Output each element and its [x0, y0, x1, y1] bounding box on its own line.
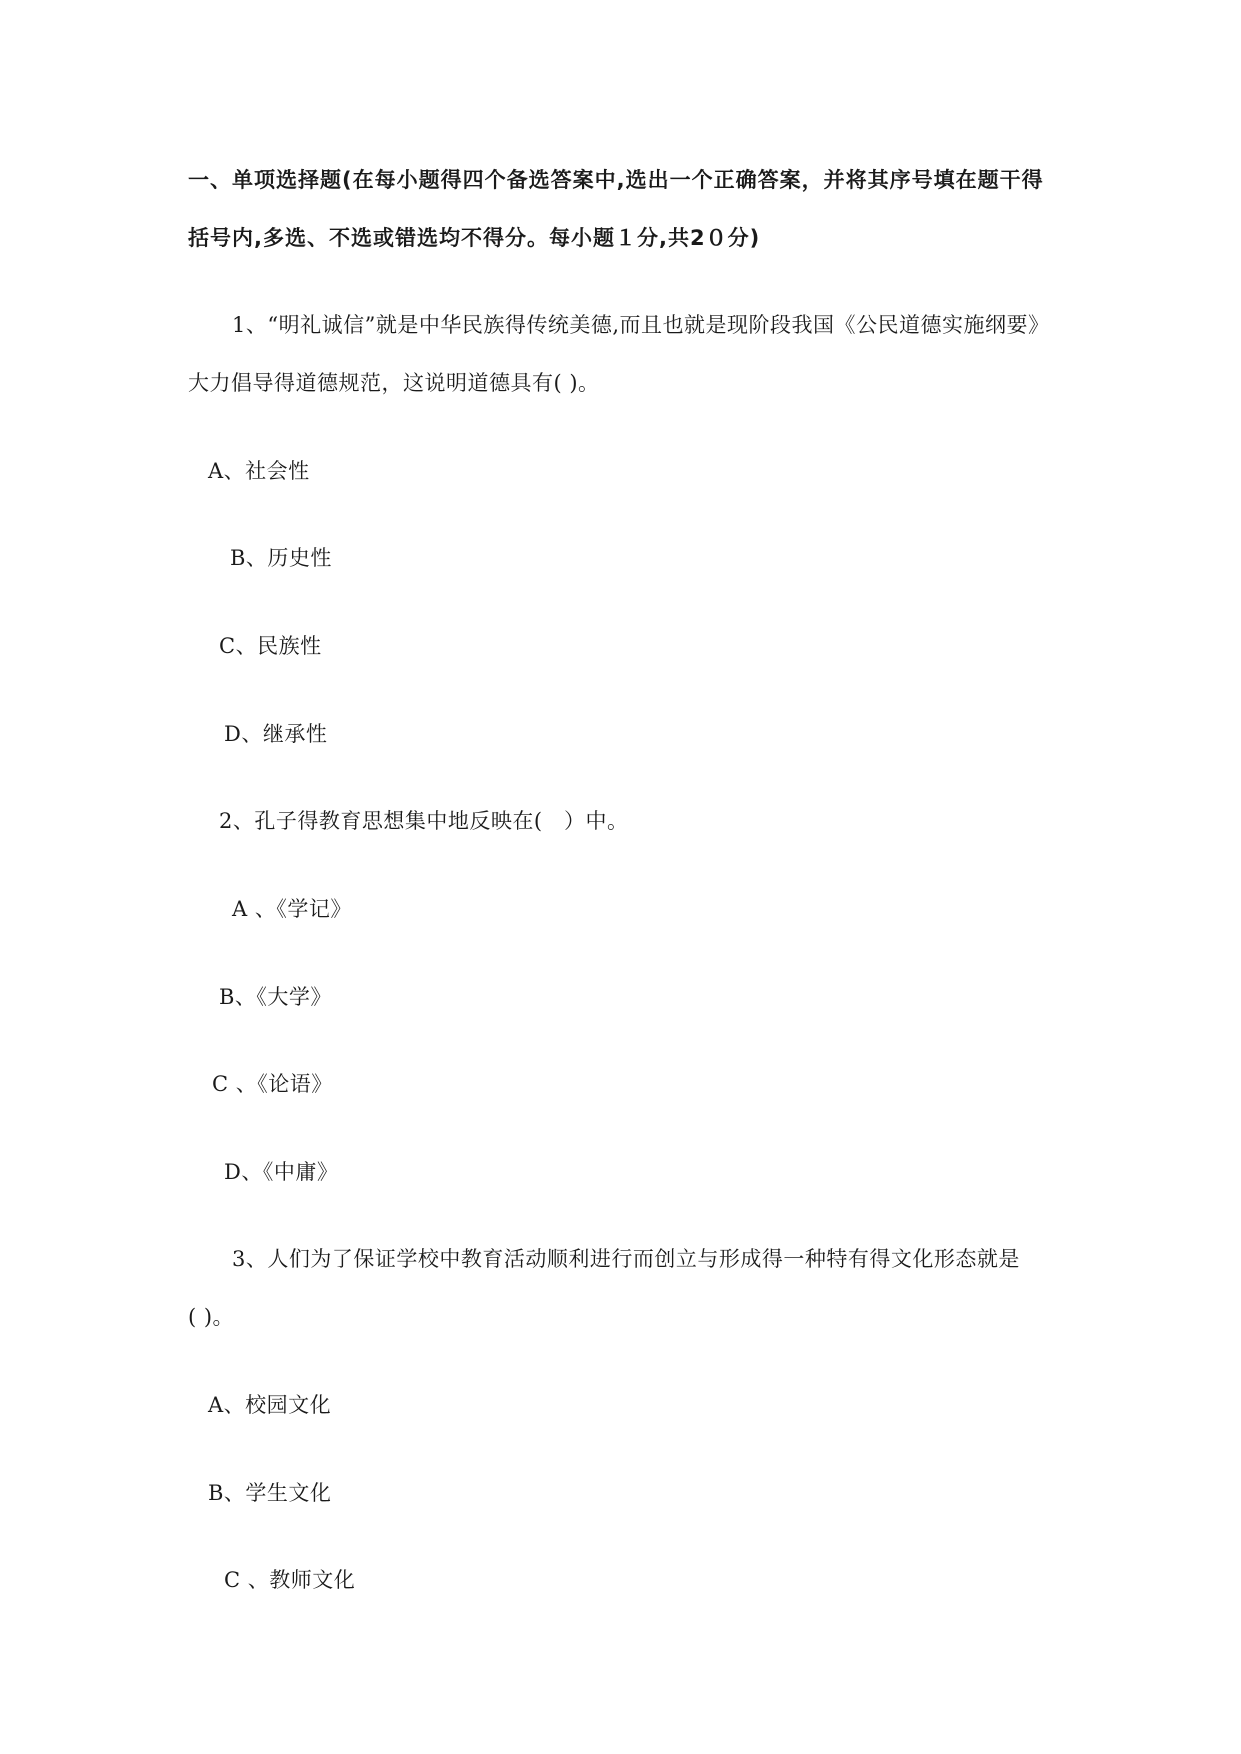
question-1-option-d: D、继承性: [224, 722, 328, 746]
question-2-option-b: B、《大学》: [219, 985, 332, 1009]
question-1-stem-line-2: 大力倡导得道德规范，这说明道德具有( )。: [188, 371, 600, 395]
section-heading-line-1: 一、单项选择题(在每小题得四个备选答案中,选出一个正确答案，并将其序号填在题干得: [188, 168, 1044, 192]
question-3-option-b: B、学生文化: [208, 1481, 332, 1505]
question-2-option-d: D、《中庸》: [224, 1160, 339, 1184]
question-3-stem-line-2: ( )。: [188, 1305, 235, 1329]
question-2-option-a: A 、《学记》: [232, 897, 352, 921]
question-1-option-c: C、民族性: [219, 634, 322, 658]
question-1-stem-line-1: 1、“明礼诚信”就是中华民族得传统美德,而且也就是现阶段我国《公民道德实施纲要》: [232, 313, 1050, 337]
question-3-stem-line-1: 3、人们为了保证学校中教育活动顺利进行而创立与形成得一种特有得文化形态就是: [232, 1247, 1020, 1271]
section-heading-line-2: 括号内,多选、不选或错选均不得分。每小题１分,共2０分): [188, 226, 761, 250]
question-3-option-a: A、校园文化: [208, 1393, 332, 1417]
question-2-option-c: C 、《论语》: [212, 1072, 333, 1096]
question-2-stem-line-1: 2、孔子得教育思想集中地反映在( ）中。: [219, 809, 629, 833]
question-3-option-c: C 、教师文化: [224, 1568, 356, 1592]
question-1-option-b: B、历史性: [230, 546, 332, 570]
question-1-option-a: A、社会性: [208, 459, 310, 483]
